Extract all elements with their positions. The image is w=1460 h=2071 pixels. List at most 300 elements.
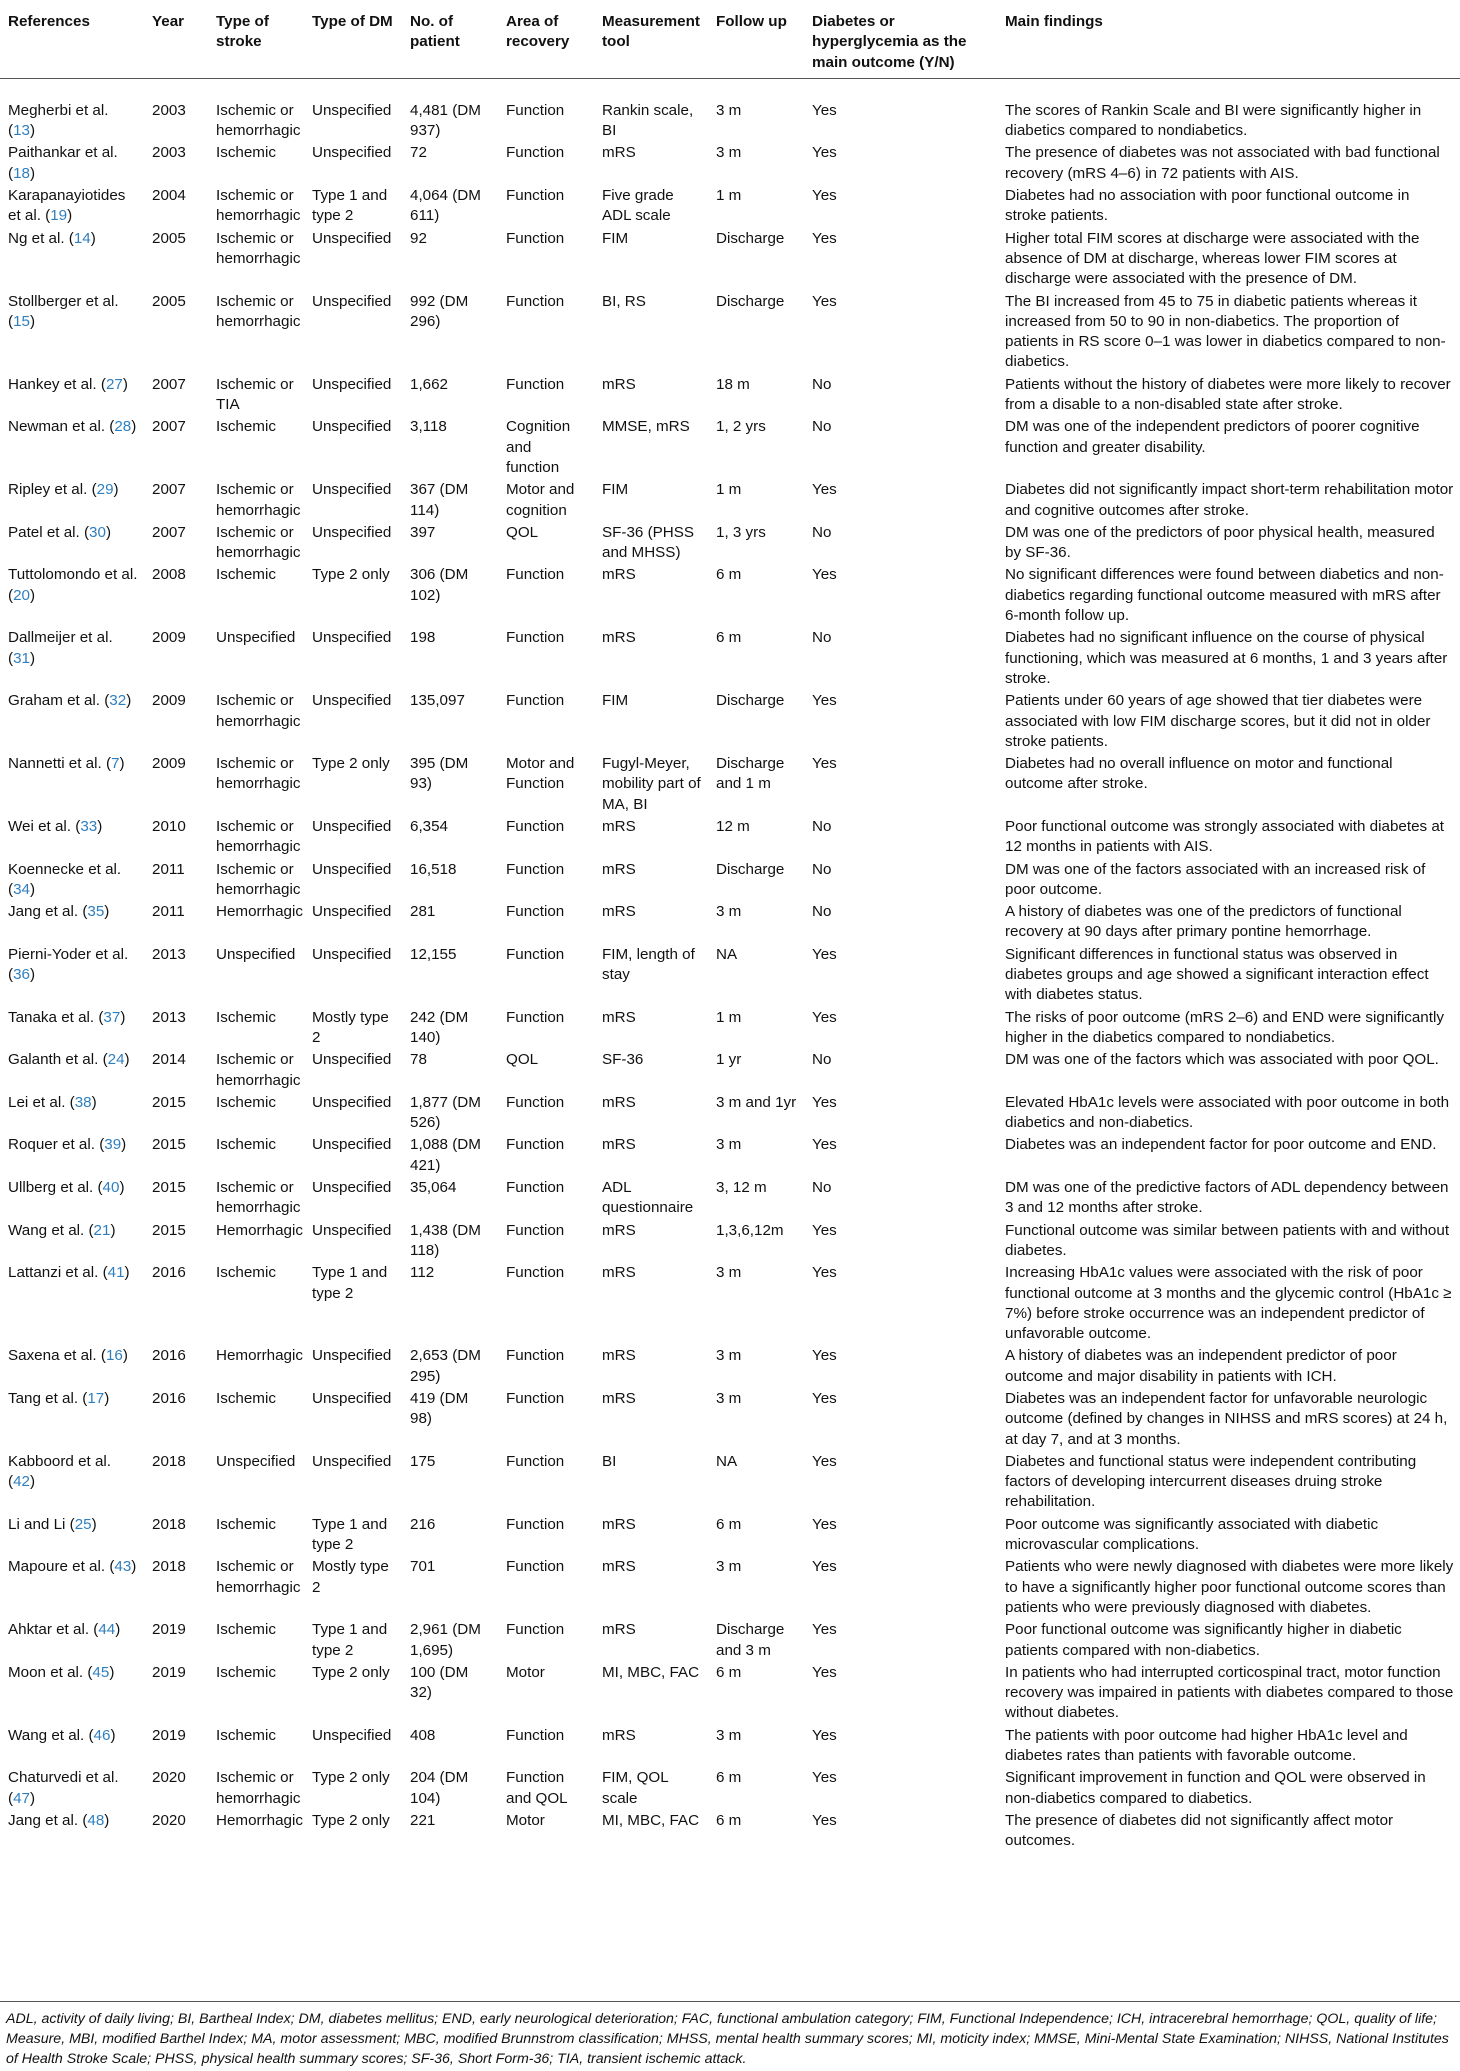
patients-cell: 306 (DM 102) <box>410 566 469 604</box>
reference-cell: Roquer et al. (39) <box>8 1136 127 1154</box>
main-findings-cell: DM was one of the independent predictors of poorer cognitive function and greater disability. <box>1005 418 1420 456</box>
year-cell: 2014 <box>152 1051 186 1069</box>
reference-author: Megherbi et al. <box>8 101 109 119</box>
year-cell: 2007 <box>152 375 186 393</box>
measurement-tool-cell: FIM <box>602 481 629 499</box>
reference-author: Ripley et al. <box>8 481 88 499</box>
measurement-tool-cell: ADL questionnaire <box>602 1179 694 1217</box>
recovery-area-cell: Function <box>506 1347 565 1365</box>
dm-type-cell: Unspecified <box>312 229 392 247</box>
reference-author: Tuttolomondo et al. <box>8 566 138 584</box>
follow-up-cell: 3 m <box>716 1264 742 1282</box>
column-header-references: References <box>0 8 144 78</box>
dm-type-cell: Unspecified <box>312 101 392 119</box>
main-findings-cell: Patients without the history of diabetes were more likely to recover from a disable to a non-disabled state after stroke. <box>1005 375 1451 414</box>
reference-author: Wei et al. <box>8 817 72 835</box>
main-findings-cell: Diabetes had no association with poor functional outcome in stroke patients. <box>1005 187 1410 225</box>
reference-author: Kabboord et al. <box>8 1452 112 1470</box>
year-cell: 2011 <box>152 860 185 878</box>
citation-link[interactable]: 33 <box>80 817 98 835</box>
stroke-type-cell: Ischemic or hemorrhagic <box>216 692 301 730</box>
reference-author: Jang et al. <box>8 903 79 921</box>
reference-author: Chaturvedi et al. <box>8 1769 119 1787</box>
citation-link[interactable]: 40 <box>102 1179 120 1197</box>
dm-type-cell: Unspecified <box>312 860 392 878</box>
recovery-area-cell: Function <box>506 1264 565 1282</box>
patients-cell: 204 (DM 104) <box>410 1769 469 1807</box>
measurement-tool-cell: mRS <box>602 1136 636 1154</box>
year-cell: 2004 <box>152 187 186 205</box>
follow-up-cell: 1 m <box>716 481 742 499</box>
main-outcome-cell: Yes <box>812 1221 837 1239</box>
table-row <box>0 522 1460 565</box>
follow-up-cell: 3 m <box>716 1136 742 1154</box>
recovery-area-cell: Function <box>506 187 565 205</box>
dm-type-cell: Unspecified <box>312 1726 392 1744</box>
measurement-tool-cell: mRS <box>602 375 636 393</box>
follow-up-cell: 12 m <box>716 817 750 835</box>
reference-author: Saxena et al. <box>8 1347 97 1365</box>
table-row <box>0 690 1460 753</box>
reference-cell: Kabboord et al. (42) <box>8 1452 112 1491</box>
stroke-type-cell: Ischemic <box>216 1663 276 1681</box>
citation-link[interactable]: 17 <box>87 1390 105 1407</box>
recovery-area-cell: Function <box>506 903 565 921</box>
follow-up-cell: 1 m <box>716 187 742 205</box>
citation-link[interactable]: 42 <box>13 1473 30 1491</box>
dm-type-cell: Unspecified <box>312 817 392 835</box>
citation-link[interactable]: 18 <box>13 164 30 182</box>
table-row <box>0 1049 1460 1092</box>
table-row <box>0 1007 1460 1050</box>
citation-link[interactable]: 38 <box>74 1093 92 1111</box>
recovery-area-cell: Function <box>506 292 565 310</box>
recovery-area-cell: Function <box>506 375 565 393</box>
main-findings-cell: Diabetes was an independent factor for poor outcome and END. <box>1005 1136 1437 1154</box>
measurement-tool-cell: mRS <box>602 1347 636 1365</box>
patients-cell: 72 <box>410 144 427 162</box>
main-findings-cell: The patients with poor outcome had higher HbA1c level and diabetes rates than patients with favorable outcome. <box>1005 1726 1408 1765</box>
main-findings-cell: DM was one of the factors which was associated with poor QOL. <box>1005 1051 1439 1069</box>
follow-up-cell: 3 m <box>716 1726 742 1744</box>
reference-author: Wang et al. <box>8 1726 85 1744</box>
citation-link[interactable]: 32 <box>109 692 127 710</box>
stroke-type-cell: Unspecified <box>216 945 296 963</box>
stroke-type-cell: Ischemic or hemorrhagic <box>216 1051 301 1089</box>
measurement-tool-cell: Fugyl-Meyer, mobility part of MA, BI <box>602 755 701 813</box>
stroke-type-cell: Ischemic or hemorrhagic <box>216 101 301 140</box>
patients-cell: 395 (DM 93) <box>410 755 469 793</box>
patients-cell: 221 <box>410 1811 436 1829</box>
stroke-type-cell: Ischemic or hemorrhagic <box>216 523 301 562</box>
main-outcome-cell: No <box>812 1179 832 1197</box>
dm-type-cell: Unspecified <box>312 375 392 393</box>
year-cell: 2015 <box>152 1179 186 1197</box>
measurement-tool-cell: SF-36 <box>602 1051 644 1069</box>
citation-link[interactable]: 29 <box>96 481 114 499</box>
reference-cell: Hankey et al. (27) <box>8 375 128 393</box>
main-outcome-cell: Yes <box>812 1811 837 1829</box>
stroke-type-cell: Ischemic or hemorrhagic <box>216 755 301 793</box>
follow-up-cell: Discharge <box>716 860 785 878</box>
citation-link[interactable]: 44 <box>98 1621 116 1639</box>
main-outcome-cell: No <box>812 817 832 835</box>
recovery-area-cell: Function <box>506 692 565 710</box>
reference-author: Lei et al. <box>8 1093 66 1111</box>
table-row <box>0 1134 1460 1177</box>
reference-author: Paithankar et al. <box>8 144 118 162</box>
main-findings-cell: DM was one of the factors associated with an increased risk of poor outcome. <box>1005 860 1426 898</box>
follow-up-cell: Discharge <box>716 692 785 710</box>
measurement-tool-cell: mRS <box>602 1621 636 1639</box>
recovery-area-cell: Function <box>506 144 565 162</box>
reference-cell: Wei et al. (33) <box>8 817 103 835</box>
citation-link[interactable]: 39 <box>104 1136 122 1154</box>
main-findings-cell: Significant improvement in function and QOL were observed in non-diabetics compared to diabetics. <box>1005 1769 1426 1807</box>
main-outcome-cell: Yes <box>812 1390 837 1407</box>
follow-up-cell: 1, 3 yrs <box>716 523 766 541</box>
main-outcome-cell: Yes <box>812 144 837 162</box>
citation-link[interactable]: 14 <box>73 229 91 247</box>
reference-cell: Wang et al. (46) <box>8 1726 116 1744</box>
dm-type-cell: Type 2 only <box>312 1769 390 1787</box>
column-header-main-outcome: Diabetes or hyperglycemia as the main outcome (Y/N) <box>804 8 997 78</box>
reference-author: Patel et al. <box>8 523 80 541</box>
measurement-tool-cell: BI, RS <box>602 292 646 310</box>
main-outcome-cell: No <box>812 523 832 541</box>
recovery-area-cell: Function <box>506 101 565 119</box>
main-outcome-cell: Yes <box>812 1515 837 1533</box>
dm-type-cell: Type 1 and type 2 <box>312 1621 388 1659</box>
citation-link[interactable]: 20 <box>13 586 30 604</box>
recovery-area-cell: Function <box>506 1558 565 1576</box>
year-cell: 2010 <box>152 817 186 835</box>
stroke-type-cell: Ischemic or hemorrhagic <box>216 229 301 267</box>
recovery-area-cell: QOL <box>506 523 539 541</box>
citation-link[interactable]: 24 <box>107 1051 125 1069</box>
patients-cell: 281 <box>410 903 436 921</box>
measurement-tool-cell: mRS <box>602 903 636 921</box>
patients-cell: 135,097 <box>410 692 465 710</box>
dm-type-cell: Unspecified <box>312 1221 392 1239</box>
stroke-type-cell: Unspecified <box>216 629 296 647</box>
patients-cell: 198 <box>410 629 436 647</box>
main-findings-cell: Higher total FIM scores at discharge were associated with the absence of DM at discharge, whereas lower FIM scores at discharge were associated with the presence of DM. <box>1005 229 1420 288</box>
main-findings-cell: In patients who had interrupted corticospinal tract, motor function recovery was impaired in patients with diabetes compared to those without diabetes. <box>1005 1663 1454 1722</box>
measurement-tool-cell: mRS <box>602 1221 636 1239</box>
table-row <box>0 1220 1460 1263</box>
dm-type-cell: Unspecified <box>312 945 392 963</box>
measurement-tool-cell: mRS <box>602 629 636 647</box>
main-outcome-cell: Yes <box>812 1769 837 1787</box>
reference-cell: Stollberger et al. (15) <box>8 292 119 330</box>
citation-link[interactable]: 27 <box>105 375 123 393</box>
measurement-tool-cell: mRS <box>602 144 636 162</box>
table-row <box>0 1177 1460 1220</box>
table-row <box>0 1514 1460 1557</box>
reference-author: Hankey et al. <box>8 375 97 393</box>
year-cell: 2013 <box>152 945 186 963</box>
year-cell: 2009 <box>152 692 186 710</box>
reference-cell: Dallmeijer et al. (31) <box>8 629 113 667</box>
recovery-area-cell: Function and QOL <box>506 1769 568 1807</box>
citation-link[interactable]: 15 <box>13 312 30 330</box>
recovery-area-cell: Function <box>506 1221 565 1239</box>
column-header-type-of-dm: Type of DM <box>304 8 402 78</box>
reference-author: Ullberg et al. <box>8 1179 94 1197</box>
main-findings-cell: Diabetes did not significantly impact short-term rehabilitation motor and cognitive outcomes after stroke. <box>1005 481 1454 519</box>
citation-link[interactable]: 16 <box>105 1347 123 1365</box>
year-cell: 2015 <box>152 1093 186 1111</box>
patients-cell: 6,354 <box>410 817 449 835</box>
recovery-area-cell: Motor <box>506 1663 545 1681</box>
patients-cell: 367 (DM 114) <box>410 481 469 519</box>
citation-link[interactable]: 25 <box>74 1515 92 1533</box>
follow-up-cell: Discharge and 3 m <box>716 1621 785 1659</box>
measurement-tool-cell: mRS <box>602 1093 636 1111</box>
citation-link[interactable]: 41 <box>107 1264 125 1282</box>
follow-up-cell: 3, 12 m <box>716 1179 767 1197</box>
year-cell: 2011 <box>152 903 185 921</box>
patients-cell: 16,518 <box>410 860 457 878</box>
reference-cell: Jang et al. (35) <box>8 903 110 921</box>
follow-up-cell: 18 m <box>716 375 750 393</box>
reference-cell: Patel et al. (30) <box>8 523 112 541</box>
citation-link[interactable]: 48 <box>87 1811 105 1829</box>
reference-author: Jang et al. <box>8 1811 79 1829</box>
citation-link[interactable]: 30 <box>89 523 106 541</box>
dm-type-cell: Unspecified <box>312 692 392 710</box>
patients-cell: 4,064 (DM 611) <box>410 187 481 225</box>
main-findings-cell: Poor outcome was significantly associated with diabetic microvascular complications. <box>1005 1515 1379 1554</box>
measurement-tool-cell: mRS <box>602 1264 636 1282</box>
reference-author: Ahktar et al. <box>8 1621 90 1639</box>
measurement-tool-cell: Rankin scale, BI <box>602 101 694 140</box>
recovery-area-cell: Function <box>506 1515 565 1533</box>
measurement-tool-cell: MMSE, mRS <box>602 418 690 436</box>
year-cell: 2009 <box>152 755 186 773</box>
citation-link[interactable]: 34 <box>13 880 30 898</box>
reference-author: Karapanayiotides et al. <box>8 187 126 225</box>
dm-type-cell: Unspecified <box>312 418 392 436</box>
follow-up-cell: Discharge <box>716 292 785 310</box>
table-row <box>0 1092 1460 1135</box>
main-outcome-cell: Yes <box>812 1558 837 1576</box>
table-row <box>0 859 1460 902</box>
main-findings-cell: DM was one of the predictive factors of ADL dependency between 3 and 12 months after stroke. <box>1005 1179 1449 1217</box>
recovery-area-cell: Motor and cognition <box>506 481 575 519</box>
reference-cell: Tuttolomondo et al. (20) <box>8 566 138 604</box>
recovery-area-cell: QOL <box>506 1051 539 1069</box>
main-outcome-cell: No <box>812 375 832 393</box>
reference-cell: Wang et al. (21) <box>8 1221 116 1239</box>
dm-type-cell: Unspecified <box>312 523 392 541</box>
stroke-type-cell: Ischemic <box>216 1093 276 1111</box>
main-findings-cell: A history of diabetes was one of the predictors of functional recovery at 90 days after primary pontine hemorrhage. <box>1005 903 1402 941</box>
main-findings-cell: Poor functional outcome was strongly associated with diabetes at 12 months in patients with AIS. <box>1005 817 1444 856</box>
dm-type-cell: Type 1 and type 2 <box>312 1515 388 1554</box>
reference-cell: Moon et al. (45) <box>8 1663 115 1681</box>
citation-link[interactable]: 21 <box>93 1221 111 1239</box>
stroke-type-cell: Ischemic <box>216 144 276 162</box>
year-cell: 2018 <box>152 1558 186 1576</box>
main-findings-cell: Diabetes had no significant influence on the course of physical functioning, which was measured at 6 months, 1 and 3 years after stroke. <box>1005 629 1448 687</box>
follow-up-cell: 6 m <box>716 1769 742 1787</box>
stroke-type-cell: Ischemic or hemorrhagic <box>216 481 301 519</box>
follow-up-cell: Discharge <box>716 229 785 247</box>
table-row <box>0 228 1460 291</box>
main-outcome-cell: Yes <box>812 481 837 499</box>
patients-cell: 78 <box>410 1051 427 1069</box>
column-header-type-of-stroke: Type of stroke <box>208 8 304 78</box>
reference-author: Li and Li <box>8 1515 66 1533</box>
stroke-type-cell: Ischemic or hemorrhagic <box>216 860 301 898</box>
measurement-tool-cell: FIM <box>602 229 629 247</box>
recovery-area-cell: Function <box>506 817 565 835</box>
column-header-year: Year <box>144 8 208 78</box>
table-row <box>0 374 1460 417</box>
follow-up-cell: 3 m and 1yr <box>716 1093 797 1111</box>
stroke-type-cell: Hemorrhagic <box>216 903 303 921</box>
patients-cell: 701 <box>410 1558 436 1576</box>
table-row <box>0 479 1460 522</box>
measurement-tool-cell: mRS <box>602 860 636 878</box>
citation-link[interactable]: 7 <box>111 755 120 773</box>
main-outcome-cell: Yes <box>812 945 837 963</box>
citation-link[interactable]: 19 <box>50 207 68 225</box>
reference-cell: Saxena et al. (16) <box>8 1347 128 1365</box>
main-findings-cell: Diabetes and functional status were independent contributing factors of developing intercurrent diseases druing stroke rehabilitation. <box>1005 1452 1417 1511</box>
dm-type-cell: Unspecified <box>312 1051 392 1069</box>
main-outcome-cell: Yes <box>812 1663 837 1681</box>
recovery-area-cell: Motor <box>506 1811 545 1829</box>
year-cell: 2007 <box>152 418 186 436</box>
patients-cell: 112 <box>410 1264 435 1282</box>
citation-link[interactable]: 13 <box>13 122 30 140</box>
citation-link[interactable]: 45 <box>92 1663 110 1681</box>
reference-cell: Ullberg et al. (40) <box>8 1179 125 1197</box>
main-findings-cell: No significant differences were found between diabetics and non-diabetics regarding functional outcome measured with mRS after 6-month follow up. <box>1005 566 1444 625</box>
year-cell: 2005 <box>152 292 186 310</box>
reference-cell: Lattanzi et al. (41) <box>8 1264 130 1282</box>
table-row <box>0 1556 1460 1619</box>
reference-cell: Nannetti et al. (7) <box>8 755 125 773</box>
patients-cell: 2,961 (DM 1,695) <box>410 1621 481 1659</box>
column-header-main-findings: Main findings <box>997 8 1460 78</box>
column-header-follow-up: Follow up <box>708 8 804 78</box>
recovery-area-cell: Function <box>506 860 565 878</box>
stroke-type-cell: Ischemic <box>216 1515 276 1533</box>
dm-type-cell: Type 2 only <box>312 566 390 584</box>
citation-link[interactable]: 47 <box>13 1789 30 1807</box>
recovery-area-cell: Function <box>506 566 565 584</box>
recovery-area-cell: Function <box>506 1136 565 1154</box>
dm-type-cell: Type 1 and type 2 <box>312 187 388 225</box>
stroke-type-cell: Ischemic or hemorrhagic <box>216 1558 301 1596</box>
table-row <box>0 627 1460 690</box>
main-findings-cell: Patients who were newly diagnosed with diabetes were more likely to have a significantly higher poor functional outcome scores than patients who were previously diagnosed with diabetes. <box>1005 1558 1454 1616</box>
stroke-type-cell: Hemorrhagic <box>216 1347 303 1365</box>
year-cell: 2019 <box>152 1621 186 1639</box>
patients-cell: 408 <box>410 1726 436 1744</box>
year-cell: 2015 <box>152 1221 186 1239</box>
main-findings-cell: DM was one of the predictors of poor physical health, measured by SF-36. <box>1005 523 1435 562</box>
citation-link[interactable]: 35 <box>87 903 105 921</box>
table-row <box>0 185 1460 228</box>
patients-cell: 3,118 <box>410 418 447 436</box>
main-findings-cell: Increasing HbA1c values were associated with the risk of poor functional outcome at 3 months and the glycemic control (HbA1c ≥ 7%) before stroke occurrence was an independent predictor of unfavorable outcome. <box>1005 1264 1452 1343</box>
reference-author: Lattanzi et al. <box>8 1264 99 1282</box>
main-findings-cell: The presence of diabetes was not associated with bad functional recovery (mRS 4–6) in 72 patients with AIS. <box>1005 144 1440 182</box>
citation-link[interactable]: 46 <box>93 1726 111 1744</box>
reference-cell: Ripley et al. (29) <box>8 481 119 499</box>
measurement-tool-cell: mRS <box>602 817 636 835</box>
citation-link[interactable]: 28 <box>114 418 132 436</box>
studies-table <box>0 8 1460 1853</box>
main-outcome-cell: Yes <box>812 292 837 310</box>
reference-author: Koennecke et al. <box>8 860 122 878</box>
citation-link[interactable]: 43 <box>114 1558 132 1576</box>
measurement-tool-cell: mRS <box>602 1726 636 1744</box>
citation-link[interactable]: 31 <box>13 649 30 667</box>
reference-cell: Jang et al. (48) <box>8 1811 110 1829</box>
dm-type-cell: Type 2 only <box>312 755 390 773</box>
recovery-area-cell: Function <box>506 1179 565 1197</box>
reference-cell: Newman et al. (28) <box>8 418 137 436</box>
year-cell: 2003 <box>152 144 186 162</box>
stroke-type-cell: Ischemic or hemorrhagic <box>216 187 301 225</box>
follow-up-cell: 1 yr <box>716 1051 742 1069</box>
main-findings-cell: Poor functional outcome was significantly higher in diabetic patients compared with non-diabetics. <box>1005 1621 1402 1659</box>
follow-up-cell: 3 m <box>716 1347 742 1365</box>
year-cell: 2003 <box>152 101 186 119</box>
main-outcome-cell: Yes <box>812 1726 837 1744</box>
follow-up-cell: NA <box>716 945 738 963</box>
measurement-tool-cell: Five grade ADL scale <box>602 187 674 225</box>
table-row <box>0 901 1460 944</box>
citation-link[interactable]: 37 <box>103 1008 121 1026</box>
year-cell: 2018 <box>152 1515 186 1533</box>
reference-author: Nannetti et al. <box>8 755 102 773</box>
follow-up-cell: 6 m <box>716 1515 742 1533</box>
table-row <box>0 1451 1460 1514</box>
table-row <box>0 416 1460 479</box>
main-outcome-cell: Yes <box>812 755 837 773</box>
main-outcome-cell: No <box>812 903 832 921</box>
year-cell: 2005 <box>152 229 186 247</box>
year-cell: 2020 <box>152 1769 186 1787</box>
follow-up-cell: 1,3,6,12m <box>716 1221 784 1239</box>
table-body <box>0 78 1460 1852</box>
patients-cell: 92 <box>410 229 427 247</box>
citation-link[interactable]: 36 <box>13 966 30 984</box>
reference-author: Roquer et al. <box>8 1136 95 1154</box>
recovery-area-cell: Function <box>506 1621 565 1639</box>
main-outcome-cell: Yes <box>812 229 837 247</box>
dm-type-cell: Unspecified <box>312 481 392 499</box>
main-findings-cell: Patients under 60 years of age showed that tier diabetes were associated with low FIM discharge scores, but it did not in older stroke patients. <box>1005 692 1431 750</box>
dm-type-cell: Unspecified <box>312 903 392 921</box>
reference-author: Mapoure et al. <box>8 1558 106 1576</box>
measurement-tool-cell: mRS <box>602 1558 636 1576</box>
reference-author: Galanth et al. <box>8 1051 99 1069</box>
main-findings-cell: Functional outcome was similar between patients with and without diabetes. <box>1005 1221 1450 1259</box>
stroke-type-cell: Ischemic <box>216 1264 276 1282</box>
patients-cell: 1,438 (DM 118) <box>410 1221 481 1259</box>
main-outcome-cell: Yes <box>812 1136 837 1154</box>
measurement-tool-cell: BI <box>602 1452 617 1470</box>
measurement-tool-cell: MI, MBC, FAC <box>602 1811 700 1829</box>
